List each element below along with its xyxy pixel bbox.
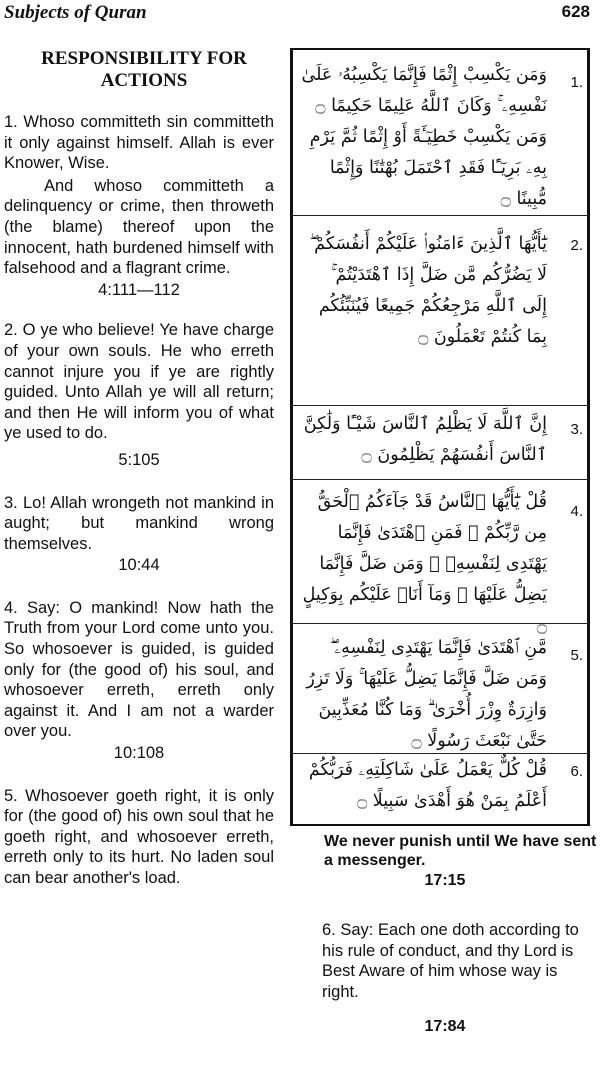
entry-5: [4, 786, 274, 889]
arabic-column: [290, 48, 600, 1036]
section-title: RESPONSIBILITY FOR ACTIONS: [41, 48, 247, 91]
verse-number: 3.: [570, 421, 583, 438]
verse-number: 6.: [570, 763, 583, 780]
entry-paragraph: 5. Whosoever goeth right, it is only for (the good of) his own soul that he goeth right, and whosoever erreth, erreth only to its hurt. No laden soul can bear another's load.: [4, 786, 274, 887]
page-header-title: Subjects of Quran: [4, 2, 147, 23]
arabic-verse-4: [293, 479, 587, 636]
verse-number: 5.: [570, 647, 583, 664]
entry-6: 6. Say: Each one doth according to his rule of conduct, and thy Lord is Best Aware of him whose way is right.: [322, 921, 579, 1001]
arabic-text: مَّنِ ٱهْتَدَىٰ فَإِنَّمَا يَهْتَدِى لِنَفْسِهِۦ ۖ وَمَن ضَلَّ فَإِنَّمَا يَضِلُّ عَلَيْهَا ۚ وَلَا تَزِرُ وَازِرَةٌ وِزْرَ أُخْرَىٰ ۗ وَمَا كُنَّا مُعَذِّبِينَ حَتَّىٰ نَبْعَثَ رَسُولًا ۝: [306, 638, 547, 751]
page-number: 628: [561, 2, 590, 21]
arabic-verse-5: [293, 623, 587, 754]
entry-1: [4, 112, 274, 300]
arabic-text: قُلْ كُلٌّ يَعْمَلُ عَلَىٰ شَاكِلَتِهِۦ فَرَبُّكُمْ أَعْلَمُ بِمَنْ هُوَ أَهْدَىٰ سَبِيلًا ۝: [308, 760, 547, 811]
verse-reference: 17:15: [424, 872, 466, 889]
entry-paragraph: 4. Say: O mankind! Now hath the Truth from your Lord come unto you. So whosoever is guided, is guided only for (the good of) his soul, and whosoever erreth, erreth only against it. And I am not a warder over you.: [4, 598, 274, 741]
entry-paragraph: 1. Whoso committeth sin committeth it only against himself. Allah is ever Knower, Wise.: [4, 113, 274, 173]
verse-reference: 10:44: [118, 556, 160, 575]
entry-2: [4, 320, 274, 470]
arabic-text: إِنَّ ٱللَّهَ لَا يَظْلِمُ ٱلنَّاسَ شَيْـًٔا وَلَٰكِنَّ ٱلنَّاسَ أَنفُسَهُمْ يَظْلِمُونَ ۝: [303, 414, 547, 465]
arabic-verse-1: [293, 50, 587, 216]
entry-paragraph: And whoso committeth a delinquency or crime, then throweth (the blame) thereof upon the innocent, hath burdened himself with falsehood and a flagrant crime.: [4, 176, 274, 278]
entry-paragraph: 3. Lo! Allah wrongeth not mankind in aught; but mankind wrong themselves.: [4, 493, 274, 553]
arabic-verse-2: [293, 215, 587, 406]
arabic-text: قُلْ يَٰٓأَيُّهَا ٱلنَّاسُ قَدْ جَآءَكُمُ ٱلْحَقُّ مِن رَّبِّكُمْ ۖ فَمَنِ ٱهْتَدَىٰ فَإِنَّمَا يَهْتَدِى لِنَفْسِهِۦ ۖ وَمَن ضَلَّ فَإِنَّمَا يَضِلُّ عَلَيْهَا ۖ وَمَآ أَنَا۠ عَلَيْكُم بِوَكِيلٍ ۝: [302, 492, 547, 636]
verse-reference: 5:105: [118, 450, 160, 469]
arabic-text: وَمَن يَكْسِبْ إِثْمًا فَإِنَّمَا يَكْسِبُهُۥ عَلَىٰ نَفْسِهِۦ ۚ وَكَانَ ٱللَّهُ عَلِيمًا حَكِيمًا ۝ وَمَن يَكْسِبْ خَطِيٓـَٔةً أَوْ إِثْمًا ثُمَّ يَرْمِ بِهِۦ بَرِيٓـًٔا فَقَدِ ٱحْتَمَلَ بُهْتَٰنًا وَإِثْمًا مُّبِينًا ۝: [301, 65, 547, 209]
verse-number: 1.: [570, 74, 583, 91]
entry-3: [4, 493, 274, 576]
translation-column: [4, 48, 274, 889]
quote-text: We never punish until We have sent a messenger.: [324, 833, 597, 869]
verse-reference: 17:84: [424, 1018, 466, 1036]
verse-reference: 10:108: [113, 744, 165, 763]
arabic-text: يَٰٓأَيُّهَا ٱلَّذِينَ ءَامَنُوا۟ عَلَيْكُمْ أَنفُسَكُمْ ۖ لَا يَضُرُّكُم مَّن ضَلَّ إِذَا ٱهْتَدَيْتُمْ ۚ إِلَى ٱللَّهِ مَرْجِعُكُمْ جَمِيعًا فَيُنَبِّئُكُم بِمَا كُنتُمْ تَعْمَلُونَ ۝: [309, 234, 547, 347]
entry-4: [4, 598, 274, 764]
arabic-text-box: [290, 48, 590, 826]
verse-number: 2.: [570, 237, 583, 254]
arabic-verse-3: [293, 405, 587, 480]
verse-reference: 4:111—112: [98, 280, 180, 299]
verse-number: 4.: [570, 503, 583, 520]
arabic-verse-6: [293, 753, 587, 824]
entry-paragraph: 2. O ye who believe! Ye have charge of your own souls. He who erreth cannot injure you if ye are rightly guided. Unto Allah ye will all return; and then He will inform you of what ye used to do.: [4, 321, 274, 443]
